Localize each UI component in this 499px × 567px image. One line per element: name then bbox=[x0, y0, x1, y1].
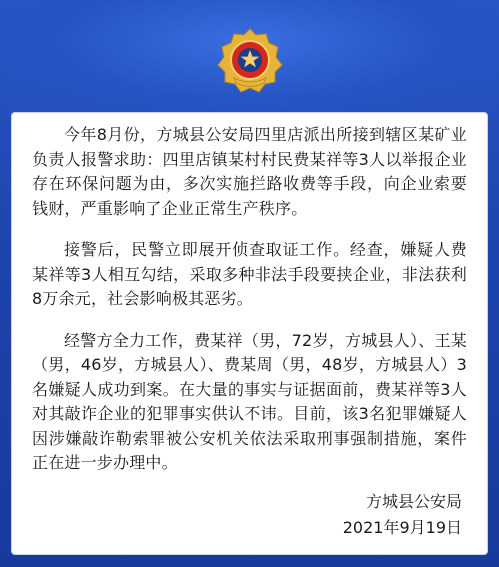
paragraph-investigation: 接警后，民警立即展开侦查取证工作。经查，嫌疑人费某祥等3人相互勾结，采取多种非法手段要挟企业，非法获利8万余元，社会影响极其恶劣。 bbox=[32, 240, 467, 308]
issue-date: 2021年9月19日 bbox=[342, 518, 462, 537]
signature-block bbox=[343, 489, 462, 541]
police-badge-icon bbox=[214, 26, 286, 96]
paragraph-arrest: 经警方全力工作，费某祥（男，72岁，方城县人）、王某（男，46岁，方城县人）、费某周（男，48岁，方城县人）3名嫌疑人成功到案。在大量的事实与证据面前，费某祥等3人对其敲诈企业的犯罪事实供认不讳。目前，该3名犯罪嫌疑人因涉嫌敲诈勒索罪被公安机关依法采取刑事强制措施，案件正在进一步办理中。 bbox=[32, 330, 467, 472]
issuer-name: 方城县公安局 bbox=[365, 492, 462, 511]
notice-card bbox=[11, 112, 488, 555]
paragraph-report: 今年8月份，方城县公安局四里店派出所接到辖区某矿业负责人报警求助：四里店镇某村村民费某祥等3人以举报企业存在环保问题为由，多次实施拦路收费等手段，向企业索要钱财，严重影响了企业正常生产秩序。 bbox=[32, 125, 467, 218]
